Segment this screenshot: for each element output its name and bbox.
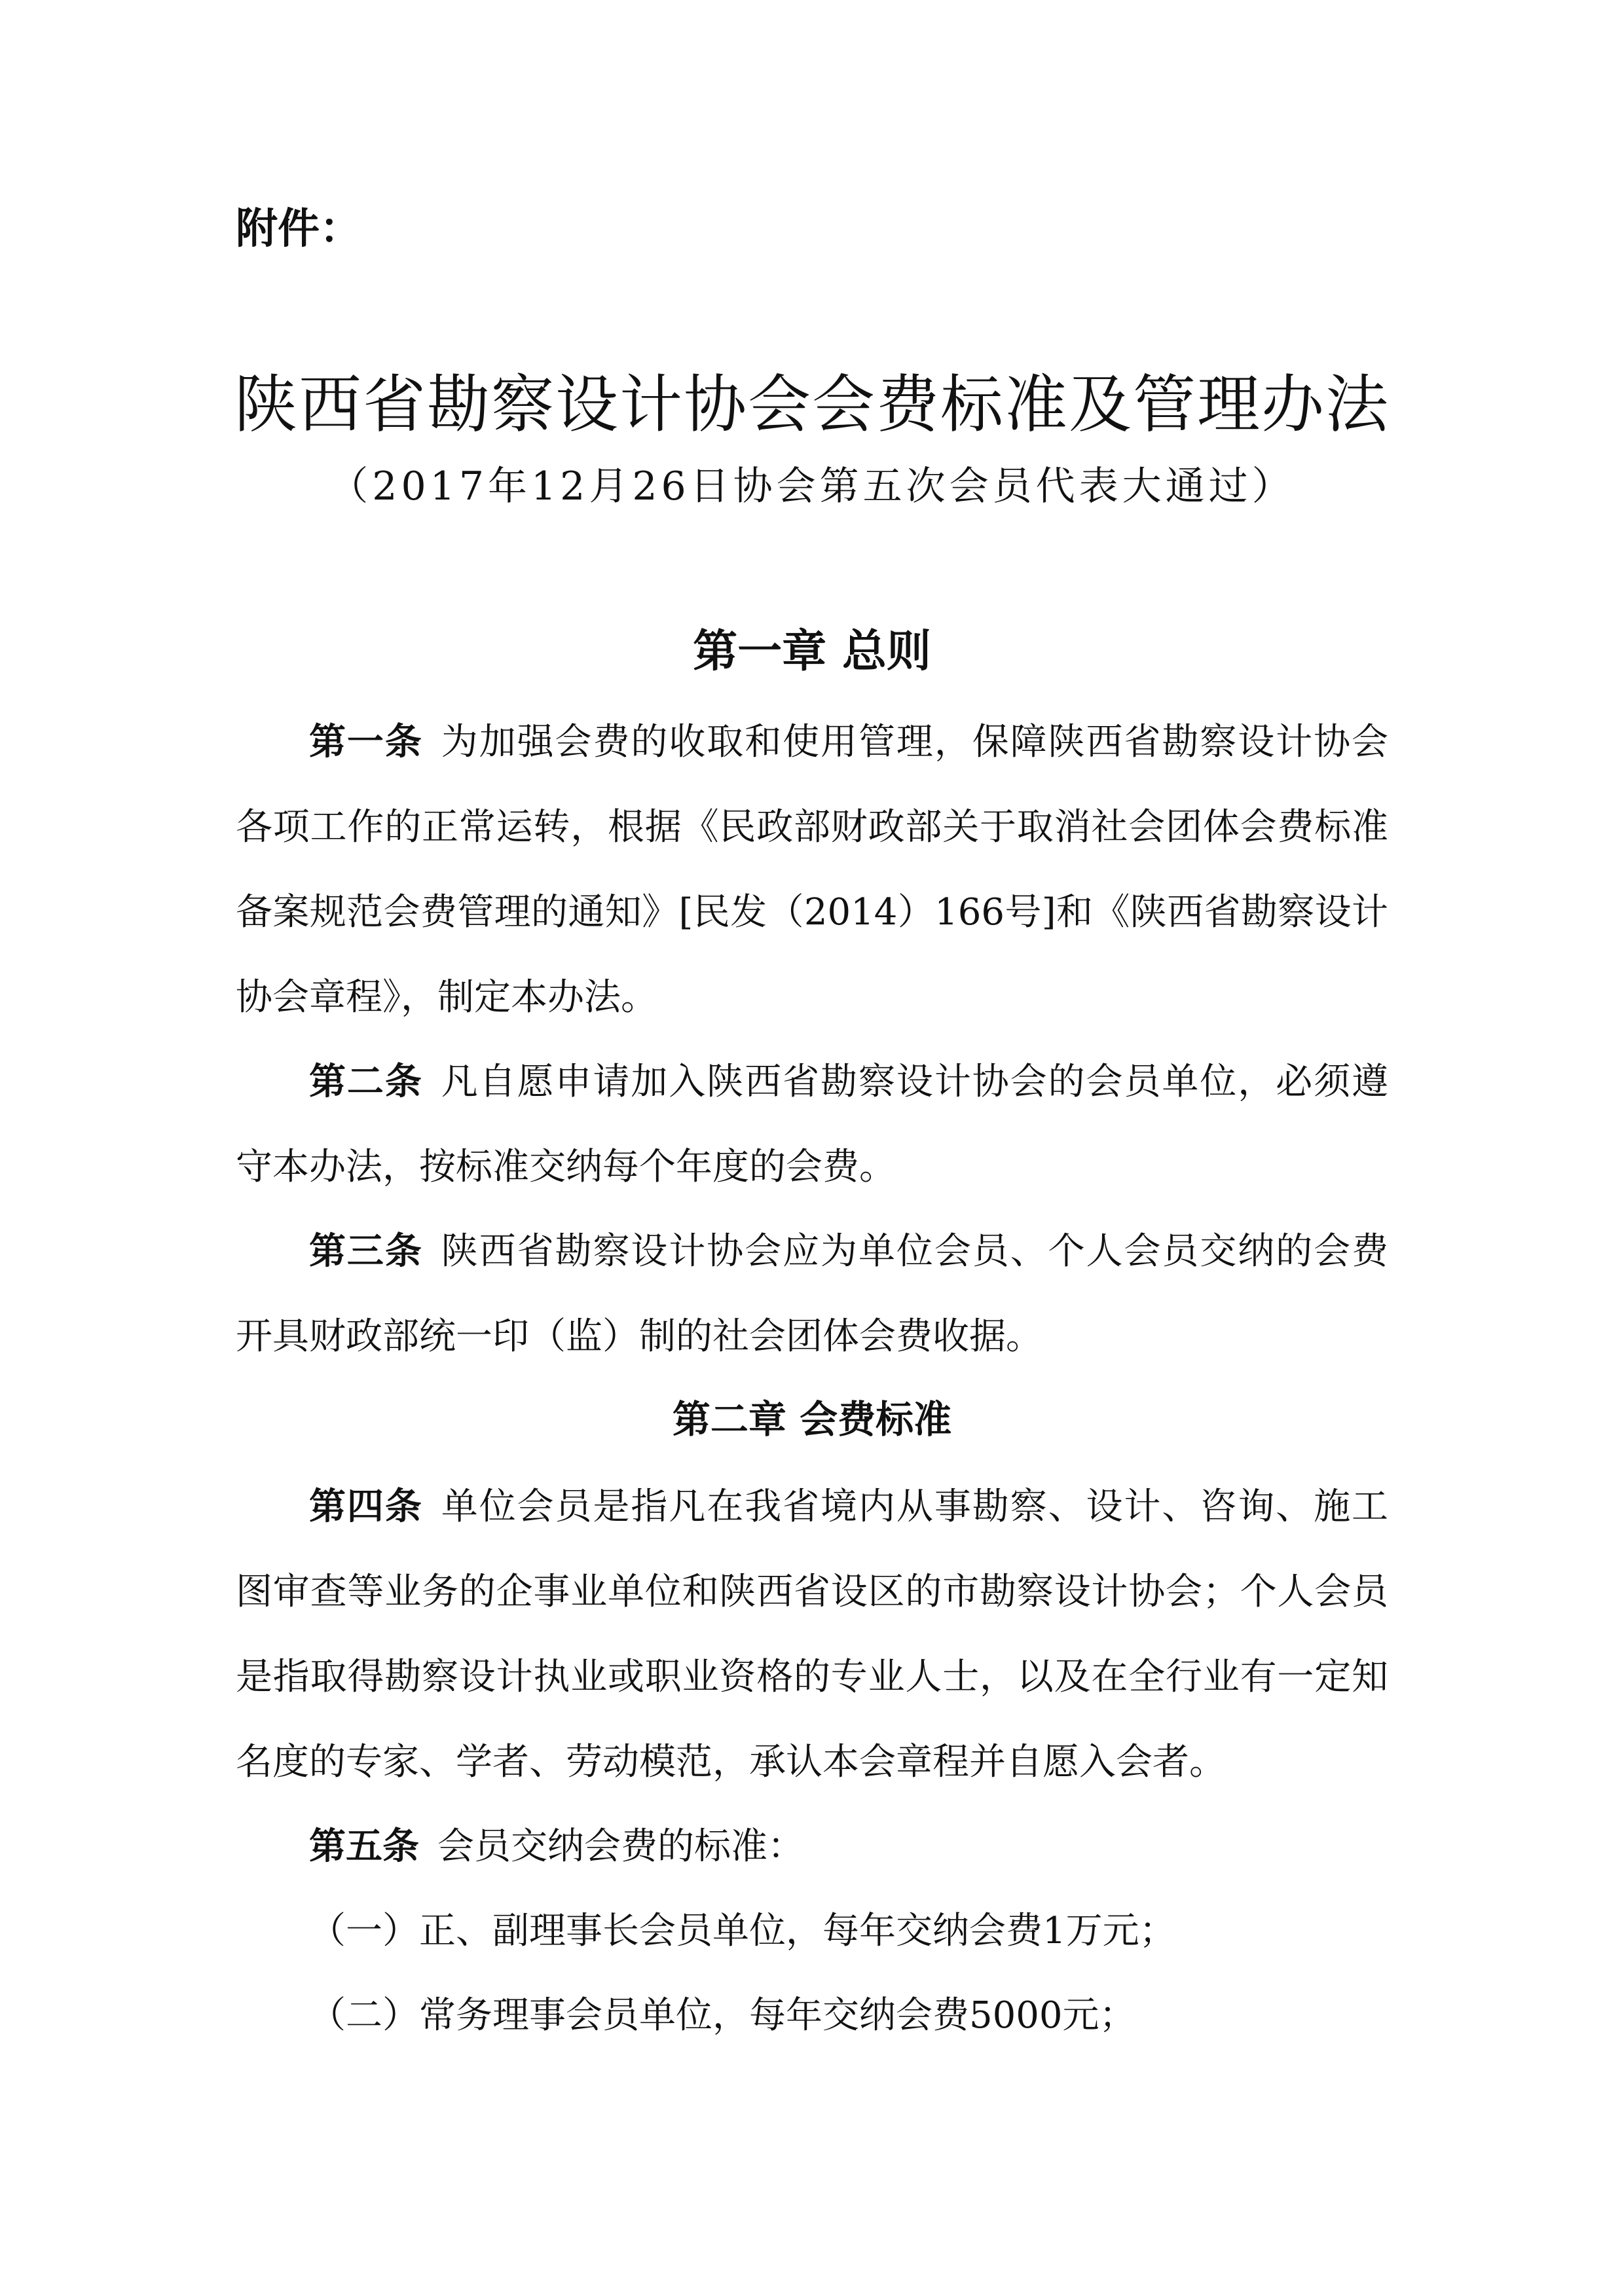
article-text: 单位会员是指凡在我省境内从事勘察、设计、咨询、施工图审查等业务的企事业单位和陕西省设区的市勘察设计协会；个人会员是指取得勘察设计执业或职业资格的专业人士，以及在全行业有一定知名度的专家、学者、劳动模范，承认本会章程并自愿入会者。 (236, 1485, 1389, 1783)
article-label: 第二条 (309, 1060, 423, 1103)
article-2 (236, 1039, 1388, 1210)
article-3 (236, 1209, 1388, 1379)
article-4 (236, 1464, 1388, 1805)
chapter-heading-1: 第一章 总则 (693, 625, 931, 678)
article-text: 会员交纳会费的标准： (437, 1825, 804, 1868)
fee-item-2: （二）常务理事会员单位，每年交纳会费5000元； (309, 1994, 1136, 2037)
document-subtitle: （2017年12月26日协会第五次会员代表大通过） (329, 464, 1295, 509)
article-text: 凡自愿申请加入陕西省勘察设计协会的会员单位，必须遵守本办法，按标准交纳每个年度的会费。 (236, 1061, 1389, 1188)
document-title: 陕西省勘察设计协会会费标准及管理办法 (234, 368, 1390, 441)
attachment-label: 附件： (236, 204, 361, 253)
fee-item-1: （一）正、副理事长会员单位，每年交纳会费1万元； (309, 1910, 1176, 1952)
article-text: 为加强会费的收取和使用管理，保障陕西省勘察设计协会各项工作的正常运转，根据《民政部财政部关于取消社会团体会费标准备案规范会费管理的通知》[民发（2014）166号]和《陕西省勘察设计协会章程》，制定本办法。 (236, 721, 1389, 1019)
article-label: 第四条 (309, 1485, 423, 1528)
article-label: 第一条 (309, 720, 423, 763)
article-label: 第三条 (309, 1230, 423, 1273)
article-1 (236, 699, 1388, 1040)
article-label: 第五条 (309, 1825, 419, 1868)
article-5 (236, 1804, 1388, 1889)
article-text: 陕西省勘察设计协会应为单位会员、个人会员交纳的会费开具财政部统一印（监）制的社会团体会费收据。 (236, 1230, 1389, 1358)
chapter-heading-2: 第二章 会费标准 (672, 1397, 952, 1442)
